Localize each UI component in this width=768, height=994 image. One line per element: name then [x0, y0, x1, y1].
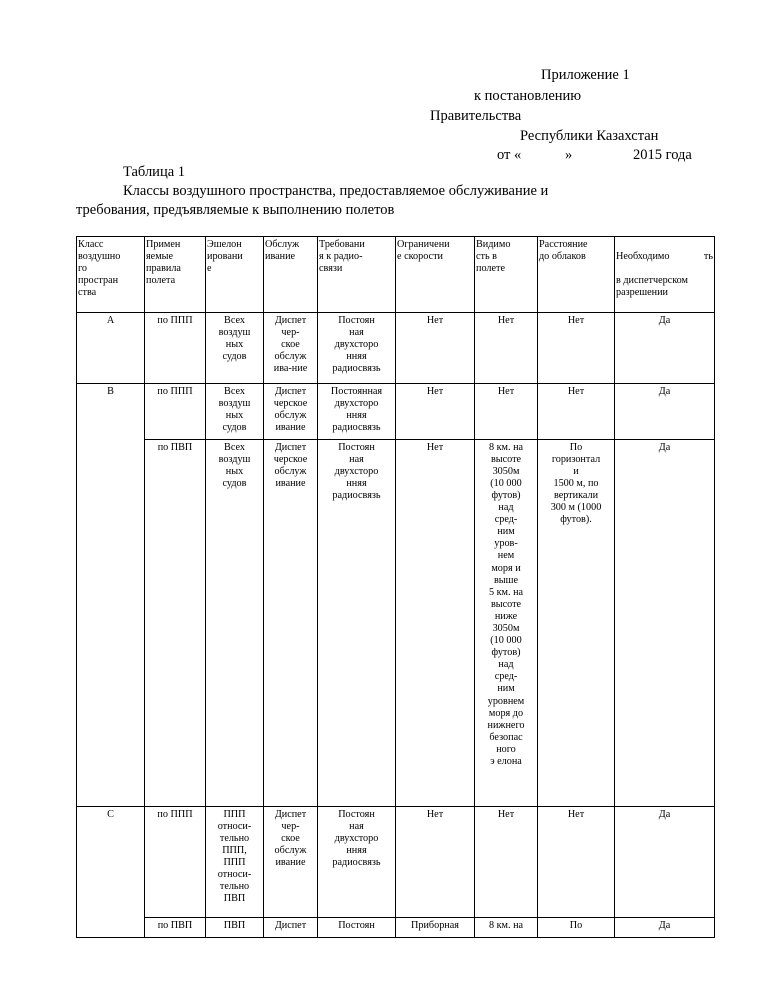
cell-visibility: 8 км. на — [475, 917, 538, 937]
header-clearance-a: Необходимо — [616, 251, 670, 263]
cell-rules: по ППП — [145, 806, 206, 917]
header-clearance — [615, 237, 715, 313]
cell-service: Диспет чер- ское обслуж ива-ние — [264, 312, 318, 383]
date-mid: » — [565, 147, 573, 163]
table-row — [77, 806, 715, 917]
table-title-line1: Классы воздушного пространства, предоставляемое обслуживание и — [123, 183, 549, 199]
cell-class: C — [77, 806, 145, 917]
date-year: 2015 года — [633, 147, 692, 163]
cell-visibility: 8 км. на высоте 3050м (10 000 футов) над сред- ним уров- нем моря и выше 5 км. на высоте ниже 3050м (10 000 футов) над сред- ним уровнем моря до нижнего безопас ного э елона — [475, 439, 538, 806]
header-clearance-b: ть — [703, 251, 713, 263]
date-prefix: от « — [497, 147, 522, 163]
cell-rules: по ПВП — [145, 917, 206, 937]
cell-cloud: Нет — [538, 806, 615, 917]
cell-speed: Нет — [396, 806, 475, 917]
table-row — [77, 312, 715, 383]
cell-clearance: Да — [615, 806, 715, 917]
header-speed: Ограничени е скорости — [396, 237, 475, 313]
header-separation: Эшелон ировани е — [206, 237, 264, 313]
cell-radio: Постоян ная двухсторо нняя радиосвязь — [318, 312, 396, 383]
cell-speed: Нет — [396, 383, 475, 439]
header-visibility: Видимо сть в полете — [475, 237, 538, 313]
cell-visibility: Нет — [475, 383, 538, 439]
cell-speed: Нет — [396, 312, 475, 383]
table-title-line2: требования, предъявляемые к выполнению полетов — [76, 202, 395, 218]
cell-speed: Приборная — [396, 917, 475, 937]
cell-cloud: Нет — [538, 383, 615, 439]
header-cloud: Расстояние до облаков — [538, 237, 615, 313]
cell-service: Диспет черское обслуж ивание — [264, 439, 318, 806]
cell-separation: Всех воздуш ных судов — [206, 312, 264, 383]
table-header-row — [77, 237, 715, 313]
cell-radio: Постоян ная двухсторо нняя радиосвязь — [318, 439, 396, 806]
cell-radio: Постоянная двухсторо нняя радиосвязь — [318, 383, 396, 439]
cell-rules: по ППП — [145, 312, 206, 383]
appendix-label: Приложение 1 — [541, 67, 630, 83]
header-rules: Примен яемые правила полета — [145, 237, 206, 313]
cell-separation: ППП относи- тельно ППП, ППП относи- тельно ПВП — [206, 806, 264, 917]
cell-separation: Всех воздуш ных судов — [206, 439, 264, 806]
cell-cloud: Нет — [538, 312, 615, 383]
cell-cloud: По горизонтал и 1500 м, по вертикали 300 м (1000 футов). — [538, 439, 615, 806]
cell-clearance: Да — [615, 383, 715, 439]
cell-radio: Постоян ная двухсторо нняя радиосвязь — [318, 806, 396, 917]
table-label: Таблица 1 — [123, 164, 186, 180]
cell-service: Диспет — [264, 917, 318, 937]
cell-service: Диспет чер- ское обслуж ивание — [264, 806, 318, 917]
cell-class — [77, 439, 145, 806]
cell-class — [77, 917, 145, 937]
table-row — [77, 439, 715, 806]
table-row — [77, 917, 715, 937]
cell-service: Диспет черское обслуж ивание — [264, 383, 318, 439]
cell-rules: по ПВП — [145, 439, 206, 806]
cell-separation: Всех воздуш ных судов — [206, 383, 264, 439]
cell-speed: Нет — [396, 439, 475, 806]
header-class: Класс воздушно го простран ства — [77, 237, 145, 313]
header-radio: Требовани я к радио- связи — [318, 237, 396, 313]
republic-line: Республики Казахстан — [520, 128, 659, 144]
cell-clearance: Да — [615, 312, 715, 383]
table-row — [77, 383, 715, 439]
airspace-classes-table — [76, 236, 715, 938]
cell-radio: Постоян — [318, 917, 396, 937]
government-line: Правительства — [430, 108, 522, 124]
cell-visibility: Нет — [475, 312, 538, 383]
cell-cloud: По — [538, 917, 615, 937]
decree-line: к постановлению — [474, 88, 582, 104]
cell-clearance: Да — [615, 917, 715, 937]
cell-rules: по ППП — [145, 383, 206, 439]
cell-class: B — [77, 383, 145, 439]
cell-separation: ПВП — [206, 917, 264, 937]
cell-visibility: Нет — [475, 806, 538, 917]
cell-class: A — [77, 312, 145, 383]
cell-clearance: Да — [615, 439, 715, 806]
header-clearance-rest: в диспетчерском разрешении — [616, 275, 688, 299]
header-service: Обслуж ивание — [264, 237, 318, 313]
